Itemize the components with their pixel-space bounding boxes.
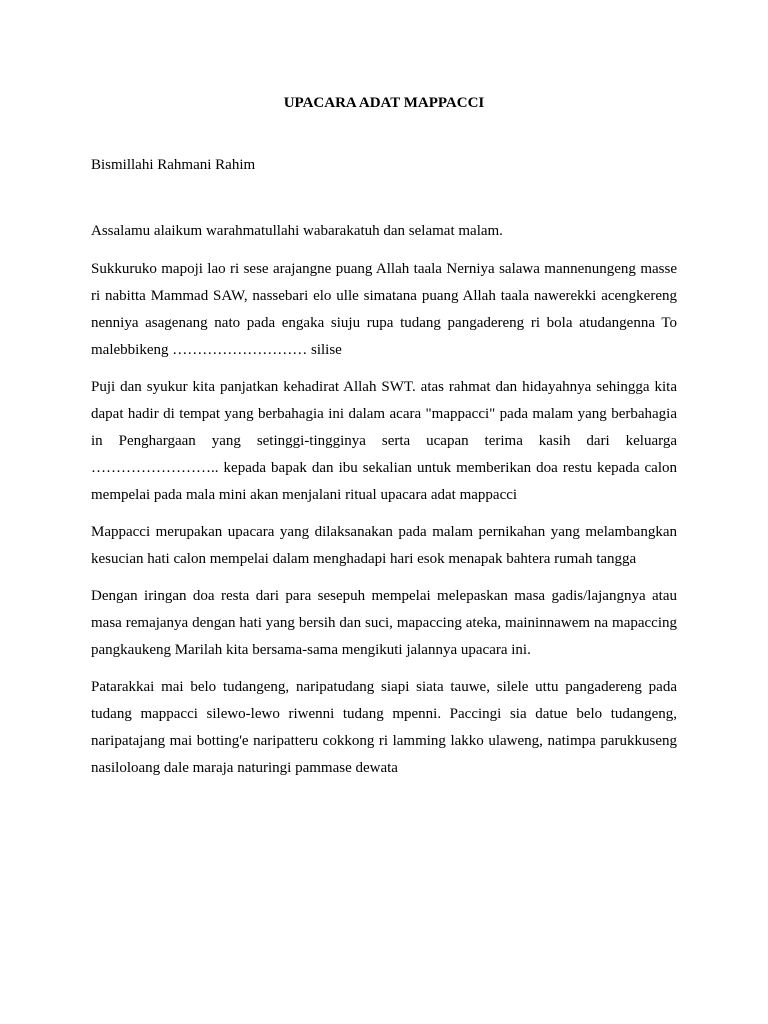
- paragraph-opening-salutation: Assalamu alaikum warahmatullahi wabarakatuh dan selamat malam.: [91, 223, 503, 239]
- paragraph-mappacci-meaning: Mappacci merupakan upacara yang dilaksanakan pada malam pernikahan yang melambangkan kesucian hati calon mempelai dalam menghadapi hari esok menapak bahtera rumah tangga: [91, 524, 677, 567]
- document-title: UPACARA ADAT MAPPACCI: [283, 95, 485, 111]
- document-body: [91, 93, 677, 782]
- paragraph-bugis-gratitude: Sukkuruko mapoji lao ri sese arajangne puang Allah taala Nerniya salawa mannenungeng masse ri nabitta Mammad SAW, nassebari elo ulle simatana puang Allah taala nawerekki acengkereng nenniya asagenang nato pada engaka siuju rupa tudang pangadereng ri bola atudangenna To malebbikeng ……………………… silise: [91, 261, 677, 358]
- paragraph-thanks: Puji dan syukur kita panjatkan kehadirat Allah SWT. atas rahmat dan hidayahnya sehingga kita dapat hadir di tempat yang berbahagia ini dalam acara "mappacci" pada malam yang berbahagia in Penghargaan yang setinggi-tingginya serta ucapan terima kasih dari keluarga …………………….. kepada bapak dan ibu sekalian untuk memberikan doa restu kepada calon mempelai pada mala mini akan menjalani ritual upacara adat mappacci: [91, 379, 677, 503]
- greeting-line: Bismillahi Rahmani Rahim: [91, 157, 256, 173]
- paragraph-prayer: Dengan iringan doa resta dari para sesepuh mempelai melepaskan masa gadis/lajangnya atau masa remajanya dengan hati yang bersih dan suci, mapaccing ateka, maininnawem na mapaccing pangkaukeng Marilah kita bersama-sama mengikuti jalannya upacara ini.: [91, 588, 677, 658]
- paragraph-ceremony: Patarakkai mai belo tudangeng, naripatudang siapi siata tauwe, silele uttu pangadereng pada tudang mappacci silewo-lewo riwenni tudang mpenni. Paccingi sia datue belo tudangeng, naripatajang mai botting'e naripatteru cokkong ri lamming lakko ulaweng, natimpa parukkuseng nasiloloang dale maraja naturingi pammase dewata: [91, 679, 677, 776]
